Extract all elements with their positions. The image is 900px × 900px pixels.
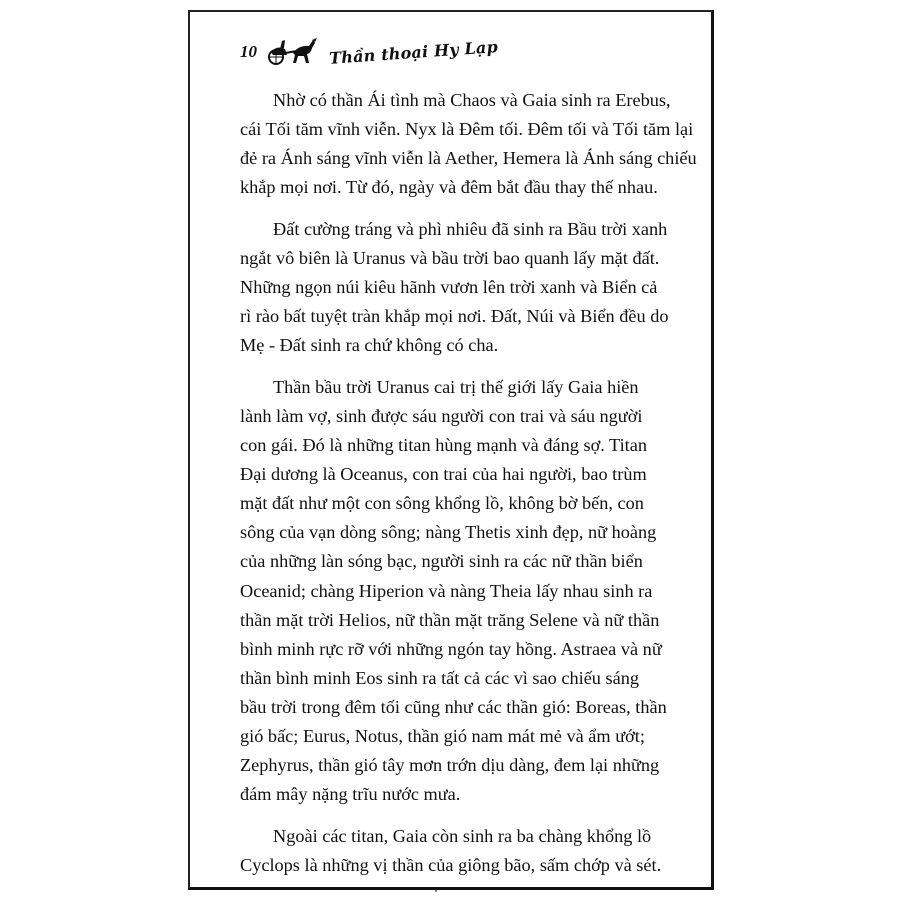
text-line: gió bấc; Eurus, Notus, thần gió nam mát mẻ và ẩm ướt; [240, 725, 645, 746]
text-line: đẻ ra Ánh sáng vĩnh viễn là Aether, Hemera là Ánh sáng chiếu [240, 148, 697, 169]
text-line: Oceanid; chàng Hiperion và nàng Theia lấy nhau sinh ra [240, 580, 653, 601]
text-line: Đất cường tráng và phì nhiêu đã sinh ra Bầu trời xanh [273, 218, 668, 239]
scan-speck [435, 890, 437, 892]
text-line: thần bình minh Eos sinh ra tất cả các vì sao chiếu sáng [240, 667, 640, 688]
horse-chariot-icon [265, 37, 319, 67]
text-line: bầu trời trong đêm tối cũng như các thần gió: Boreas, thần [240, 696, 667, 717]
running-title: Thần thoại Hy Lạp [328, 36, 499, 68]
text-line: Cyclops là những vị thần của giông bão, sấm chớp và sét. [240, 854, 662, 875]
text-line: mặt đất như một con sông khổng lồ, không bờ bến, con [240, 493, 644, 514]
book-page [188, 10, 714, 890]
paragraph [240, 822, 700, 880]
text-line: Mẹ - Đất sinh ra chứ không có cha. [240, 335, 499, 356]
text-line: Zephyrus, thần gió tây mơn trớn dịu dàng, đem lại những [240, 755, 660, 776]
text-line: của những làn sóng bạc, người sinh ra các nữ thần biển [240, 551, 643, 572]
text-line: Đại dương là Oceanus, con trai của hai người, bao trùm [240, 464, 647, 485]
paragraph [240, 86, 700, 202]
text-line: Những ngọn núi kiêu hãnh vươn lên trời xanh và Biển cả [240, 277, 658, 298]
text-line: thần mặt trời Helios, nữ thần mặt trăng Selene và nữ thần [240, 609, 660, 630]
page-number: 10 [240, 42, 257, 61]
text-line: cái Tối tăm vĩnh viễn. Nyx là Đêm tối. Đêm tối và Tối tăm lại [240, 119, 694, 140]
text-line: bình minh rực rỡ với những ngón tay hồng. Astraea và nữ [240, 638, 662, 659]
text-line: khắp mọi nơi. Từ đó, ngày và đêm bắt đầu thay thế nhau. [240, 177, 658, 198]
text-line: sông của vạn dòng sông; nàng Thetis xinh đẹp, nữ hoàng [240, 522, 657, 543]
text-line: lành làm vợ, sinh được sáu người con trai và sáu người [240, 405, 643, 426]
paragraph [240, 373, 700, 809]
text-line: con gái. Đó là những titan hùng mạnh và đáng sợ. Titan [240, 435, 647, 456]
text-line: Nhờ có thần Ái tình mà Chaos và Gaia sinh ra Erebus, [273, 90, 671, 110]
paragraph [240, 215, 700, 360]
text-line: rì rào bất tuyệt tràn khắp mọi nơi. Đất, Núi và Biển đều do [240, 306, 669, 327]
text-line: đám mây nặng trĩu nước mưa. [240, 784, 461, 805]
page-header [240, 34, 680, 70]
text-line: Ngoài các titan, Gaia còn sinh ra ba chàng khổng lồ [273, 825, 652, 846]
text-line: Thần bầu trời Uranus cai trị thế giới lấy Gaia hiền [273, 376, 639, 397]
text-line: ngắt vô biên là Uranus và bầu trời bao quanh lấy mặt đất. [240, 247, 660, 268]
body-text [240, 86, 700, 892]
